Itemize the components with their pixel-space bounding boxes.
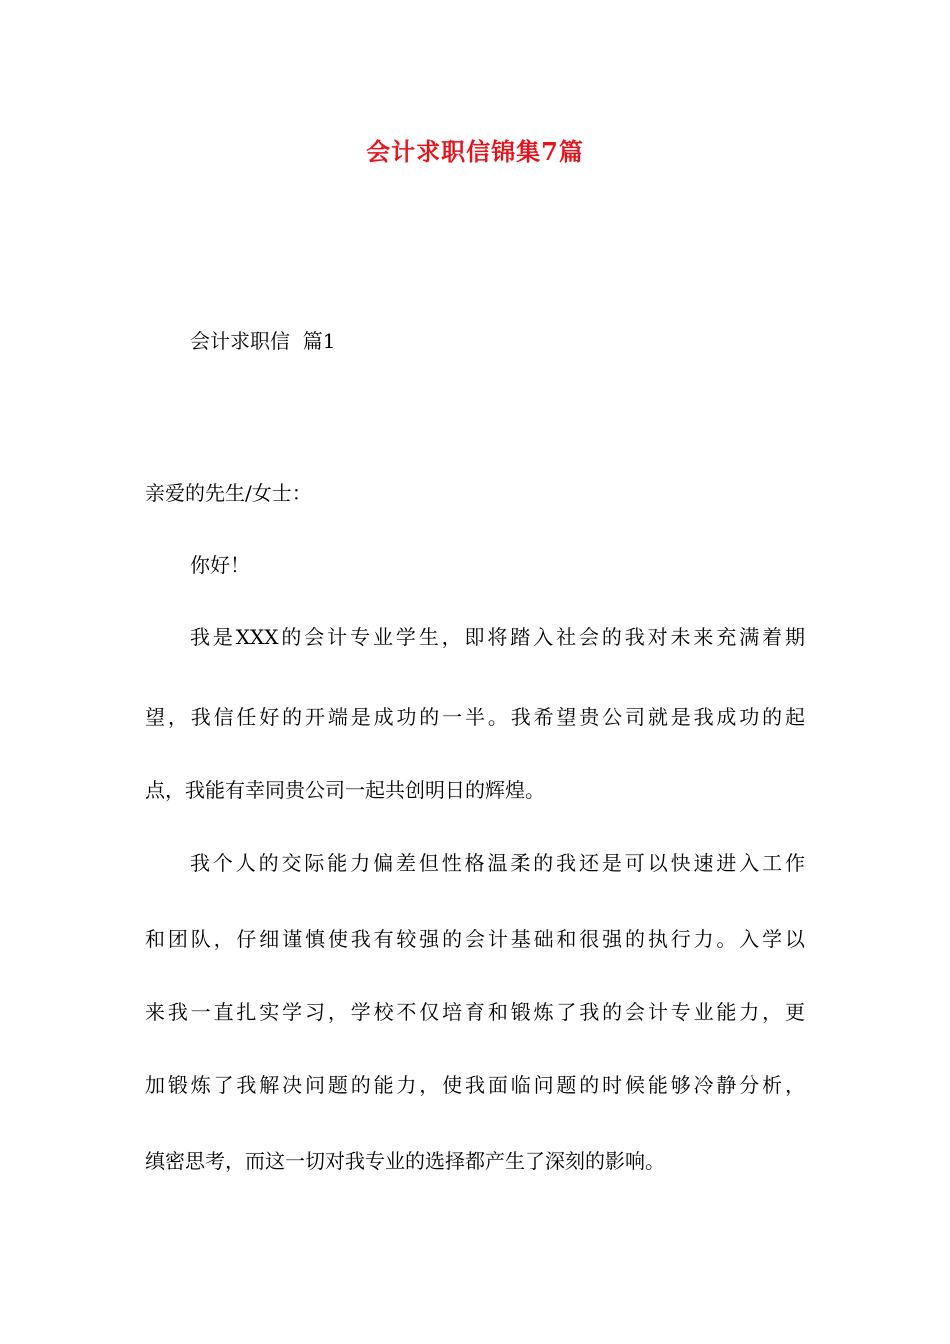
paragraph-2-line-2: 和团队，仔细谨慎使我有较强的会计基础和很强的执行力。入学以	[145, 927, 805, 951]
paragraph-2-line-4: 加锻炼了我解决问题的能力，使我面临问题的时候能够冷静分析，	[145, 1073, 805, 1097]
paragraph-1-line-3: 点，我能有幸同贵公司一起共创明日的辉煌。	[145, 778, 545, 802]
paragraph-1-line-1: 我是XXX的会计专业学生，即将踏入社会的我对未来充满着期	[190, 625, 805, 649]
document-title: 会计求职信锦集7篇	[366, 137, 584, 166]
paragraph-2-line-3: 来我一直扎实学习，学校不仅培育和锻炼了我的会计专业能力，更	[145, 1000, 805, 1024]
salutation: 亲爱的先生/女士：	[145, 481, 312, 505]
paragraph-2-line-5: 缜密思考，而这一切对我专业的选择都产生了深刻的影响。	[145, 1149, 665, 1173]
paragraph-1-line-2: 望，我信任好的开端是成功的一半。我希望贵公司就是我成功的起	[145, 705, 805, 729]
section-heading: 会计求职信 篇1	[190, 329, 336, 353]
greeting: 你好！	[190, 553, 250, 577]
paragraph-2-line-1: 我个人的交际能力偏差但性格温柔的我还是可以快速进入工作	[190, 851, 805, 875]
